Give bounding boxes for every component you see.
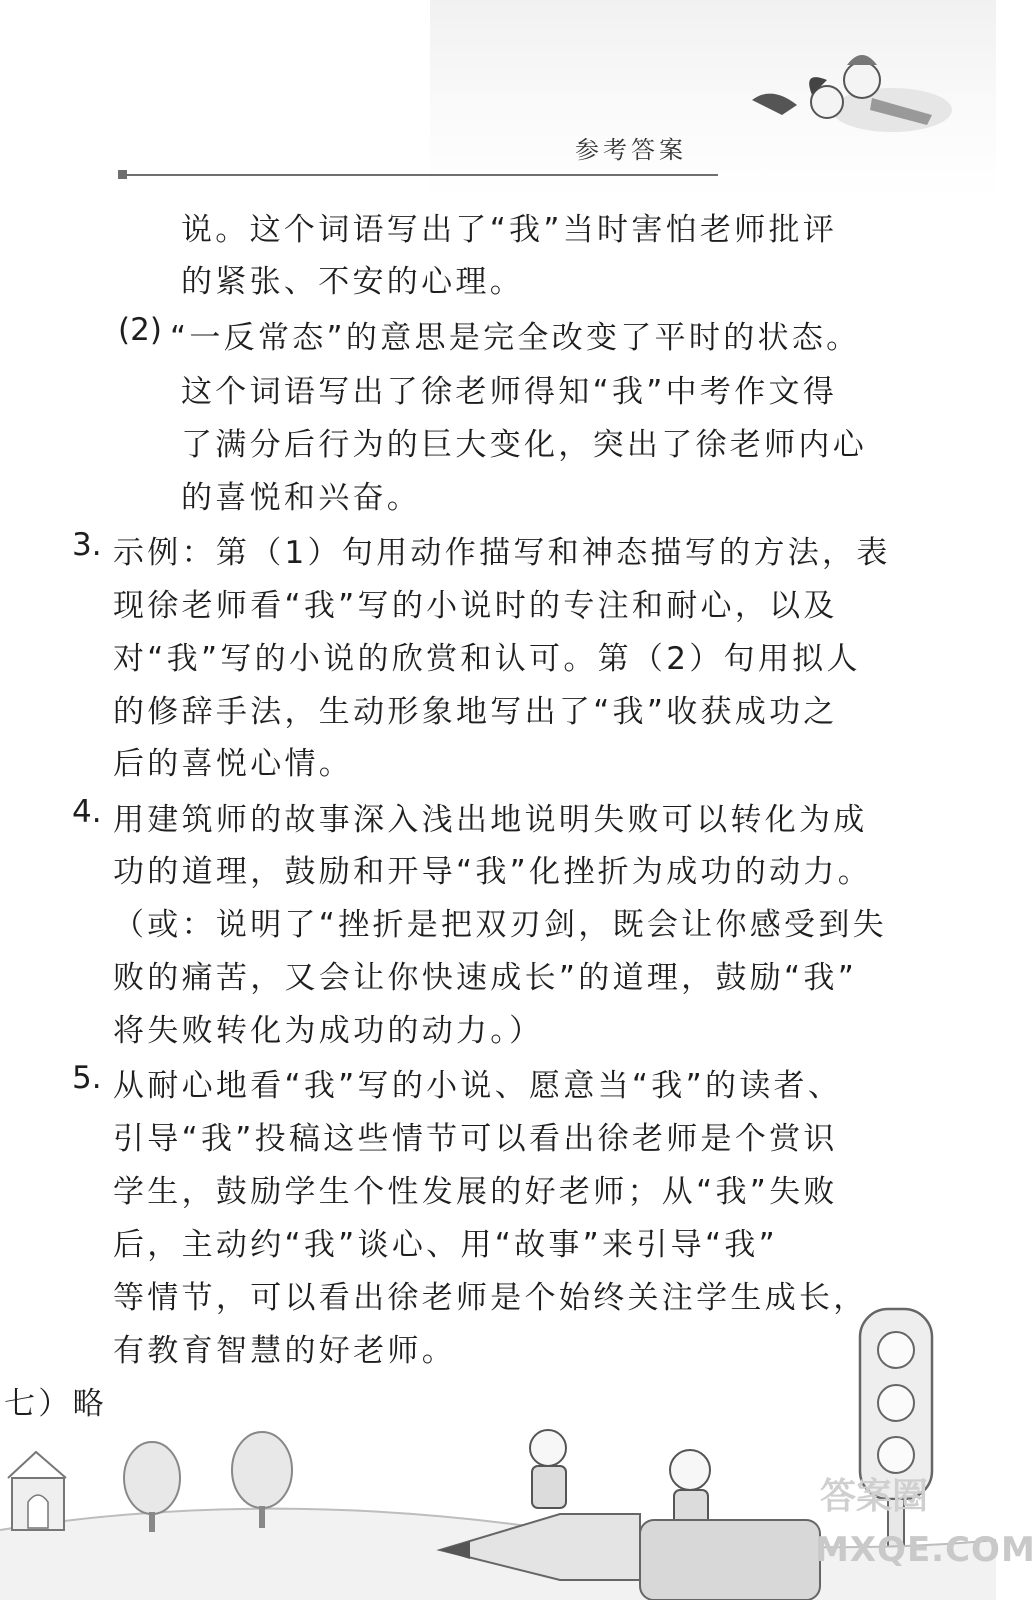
item-number: 3. <box>72 527 102 563</box>
answer-line: “一反常态”的意思是完全改变了平时的状态。 <box>170 320 861 356</box>
answer-line: 现徐老师看“我”写的小说时的专注和耐心，以及 <box>113 588 838 624</box>
header-rule <box>122 174 718 176</box>
answer-line: 从耐心地看“我”写的小说、愿意当“我”的读者、 <box>113 1068 843 1104</box>
watermark-logo: 答案圈 <box>820 1476 929 1517</box>
answer-line: 的修辞手法，生动形象地写出了“我”收获成功之 <box>113 694 838 730</box>
answer-line: 示例：第（1）句用动作描写和神态描写的方法，表 <box>113 535 891 571</box>
answer-line: 后，主动约“我”谈心、用“故事”来引导“我” <box>113 1227 778 1263</box>
answer-line: 将失败转化为成功的动力。） <box>113 1013 544 1049</box>
answer-line: 等情节，可以看出徐老师是个始终关注学生成长， <box>113 1280 868 1316</box>
bus-icon <box>640 1520 820 1600</box>
item-number: 4. <box>72 794 102 830</box>
answer-line: 了满分后行为的巨大变化，突出了徐老师内心 <box>181 427 867 463</box>
answer-line: 有教育智慧的好老师。 <box>113 1333 456 1369</box>
children-illustration-icon <box>742 40 952 150</box>
section-seven: 七）略 <box>4 1386 107 1422</box>
answer-line: 的喜悦和兴奋。 <box>181 480 422 516</box>
answer-line: 败的痛苦，又会让你快速成长”的道理，鼓励“我” <box>113 960 858 996</box>
answer-line: 学生，鼓励学生个性发展的好老师；从“我”失败 <box>113 1174 838 1210</box>
item-number: 5. <box>72 1060 102 1096</box>
watermark-url: MXQE.COM <box>815 1530 1036 1570</box>
answer-line: 这个词语写出了徐老师得知“我”中考作文得 <box>181 374 838 410</box>
answer-line: 的紧张、不安的心理。 <box>181 264 524 300</box>
page-header-title: 参考答案 <box>575 136 687 164</box>
answer-line: 用建筑师的故事深入浅出地说明失败可以转化为成 <box>113 802 868 838</box>
answer-line: （或：说明了“挫折是把双刃剑，既会让你感受到失 <box>113 907 887 943</box>
answer-line: 后的喜悦心情。 <box>113 746 354 782</box>
answer-line: 引导“我”投稿这些情节可以看出徐老师是个赏识 <box>113 1121 838 1157</box>
answer-line: 对“我”写的小说的欣赏和认可。第（2）句用拟人 <box>113 641 861 677</box>
item-number: (2) <box>118 312 162 348</box>
answer-line: 说。这个词语写出了“我”当时害怕老师批评 <box>181 212 838 248</box>
house-icon <box>8 1452 66 1530</box>
answer-line: 功的道理，鼓励和开导“我”化挫折为成功的动力。 <box>113 854 873 890</box>
